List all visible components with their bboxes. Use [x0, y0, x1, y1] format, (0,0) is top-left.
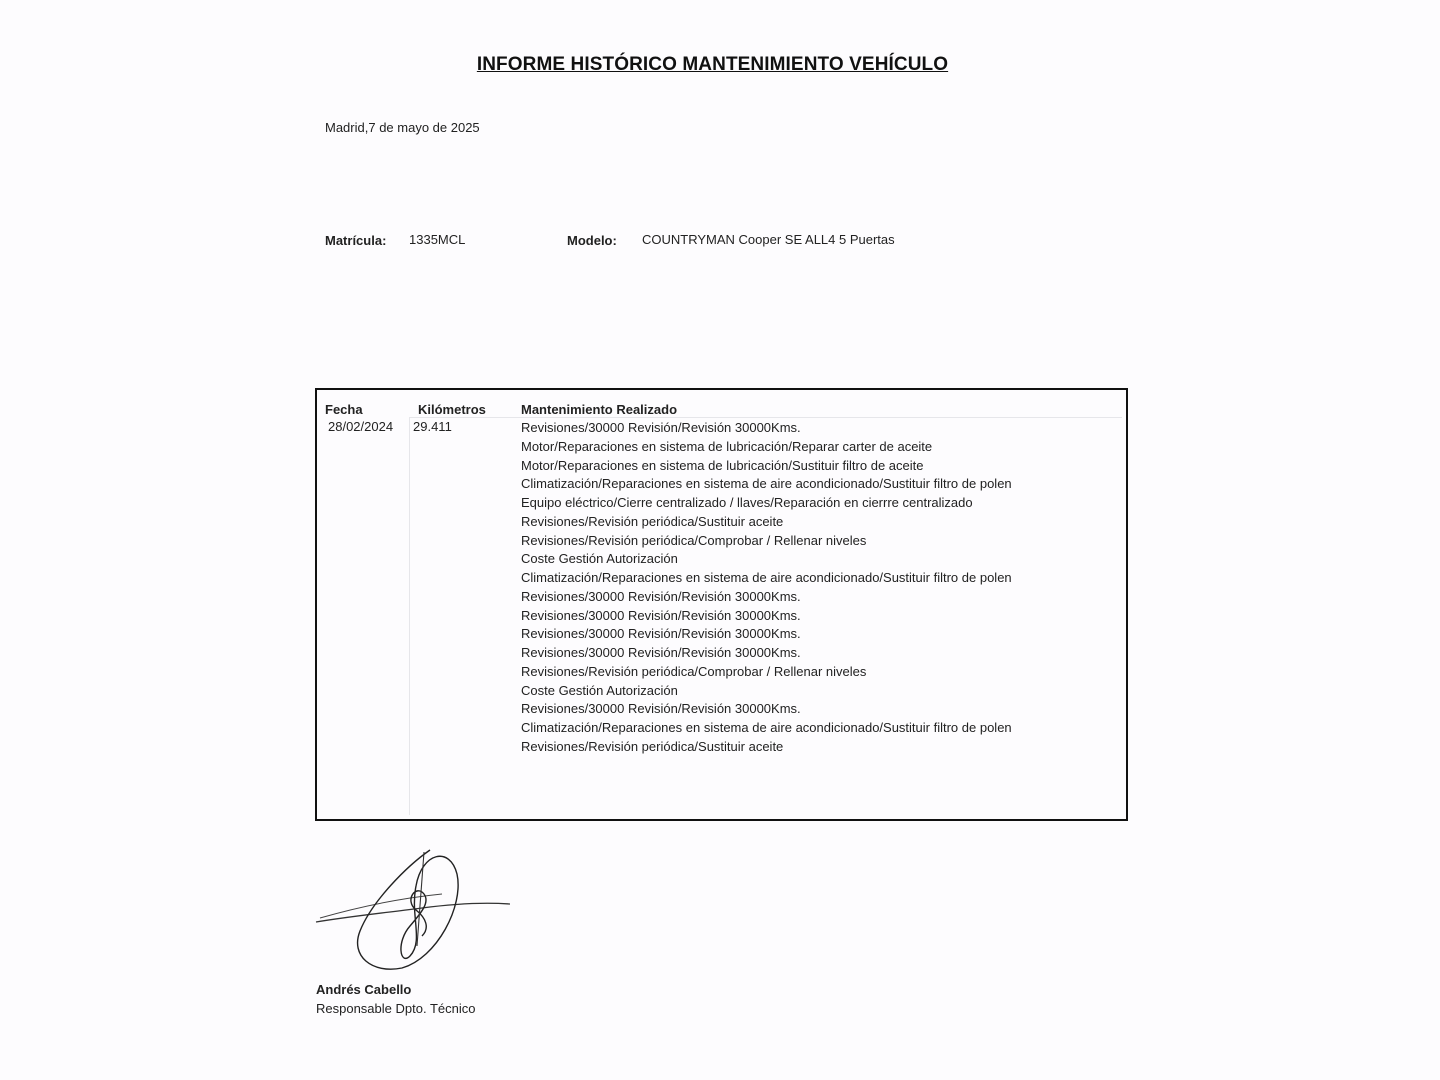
task-item: Equipo eléctrico/Cierre centralizado / llaves/Reparación en cierrre centralizado: [521, 495, 973, 510]
row-km: 29.411: [413, 419, 452, 434]
row-date: 28/02/2024: [328, 419, 394, 434]
maintenance-table: [315, 388, 1128, 821]
task-item: Revisiones/30000 Revisión/Revisión 30000Kms.: [521, 626, 801, 642]
task-item: Revisiones/30000 Revisión/Revisión 30000Kms.: [521, 607, 801, 623]
task-item: Motor/Reparaciones en sistema de lubricación/Reparar carter de aceite: [521, 438, 933, 454]
task-item: Revisiones/30000 Revisión/Revisión 30000Kms.: [521, 645, 801, 660]
header-divider: [409, 417, 1122, 418]
task-item: Revisiones/30000 Revisión/Revisión 30000Kms.: [521, 701, 801, 717]
plate-value: 1335MCL: [409, 232, 466, 247]
column-header-tasks: Mantenimiento Realizado: [521, 402, 678, 417]
signature-image: [312, 846, 512, 976]
task-item: Revisiones/Revisión periódica/Comprobar / Rellenar niveles: [521, 663, 867, 679]
task-item: Revisiones/30000 Revisión/Revisión 30000Kms.: [521, 420, 801, 435]
signer-role: Responsable Dpto. Técnico: [316, 1001, 476, 1016]
task-item: Revisiones/Revisión periódica/Sustituir aceite: [521, 738, 784, 754]
city-date: Madrid,7 de mayo de 2025: [325, 120, 480, 135]
model-value: COUNTRYMAN Cooper SE ALL4 5 Puertas: [642, 232, 895, 247]
report-title: INFORME HISTÓRICO MANTENIMIENTO VEHÍCULO: [476, 54, 949, 75]
task-item: Coste Gestión Autorización: [521, 551, 678, 567]
task-item: Coste Gestión Autorización: [521, 682, 678, 698]
task-item: Climatización/Reparaciones en sistema de aire acondicionado/Sustituir filtro de polen: [521, 476, 1012, 492]
signer-name: Andrés Cabello: [316, 982, 412, 997]
task-item: Climatización/Reparaciones en sistema de aire acondicionado/Sustituir filtro de polen: [521, 570, 1012, 585]
plate-label: Matrícula:: [325, 233, 387, 248]
column-header-km: Kilómetros: [418, 402, 486, 417]
task-item: Climatización/Reparaciones en sistema de aire acondicionado/Sustituir filtro de polen: [521, 720, 1012, 735]
task-item: Revisiones/Revisión periódica/Sustituir aceite: [521, 513, 784, 529]
task-item: Revisiones/30000 Revisión/Revisión 30000Kms.: [521, 588, 801, 604]
task-list: [521, 419, 1021, 757]
column-header-date: Fecha: [325, 402, 363, 417]
column-divider: [409, 418, 410, 815]
task-item: Motor/Reparaciones en sistema de lubricación/Sustituir filtro de aceite: [521, 457, 924, 473]
model-label: Modelo:: [567, 233, 617, 248]
task-item: Revisiones/Revisión periódica/Comprobar / Rellenar niveles: [521, 532, 867, 548]
